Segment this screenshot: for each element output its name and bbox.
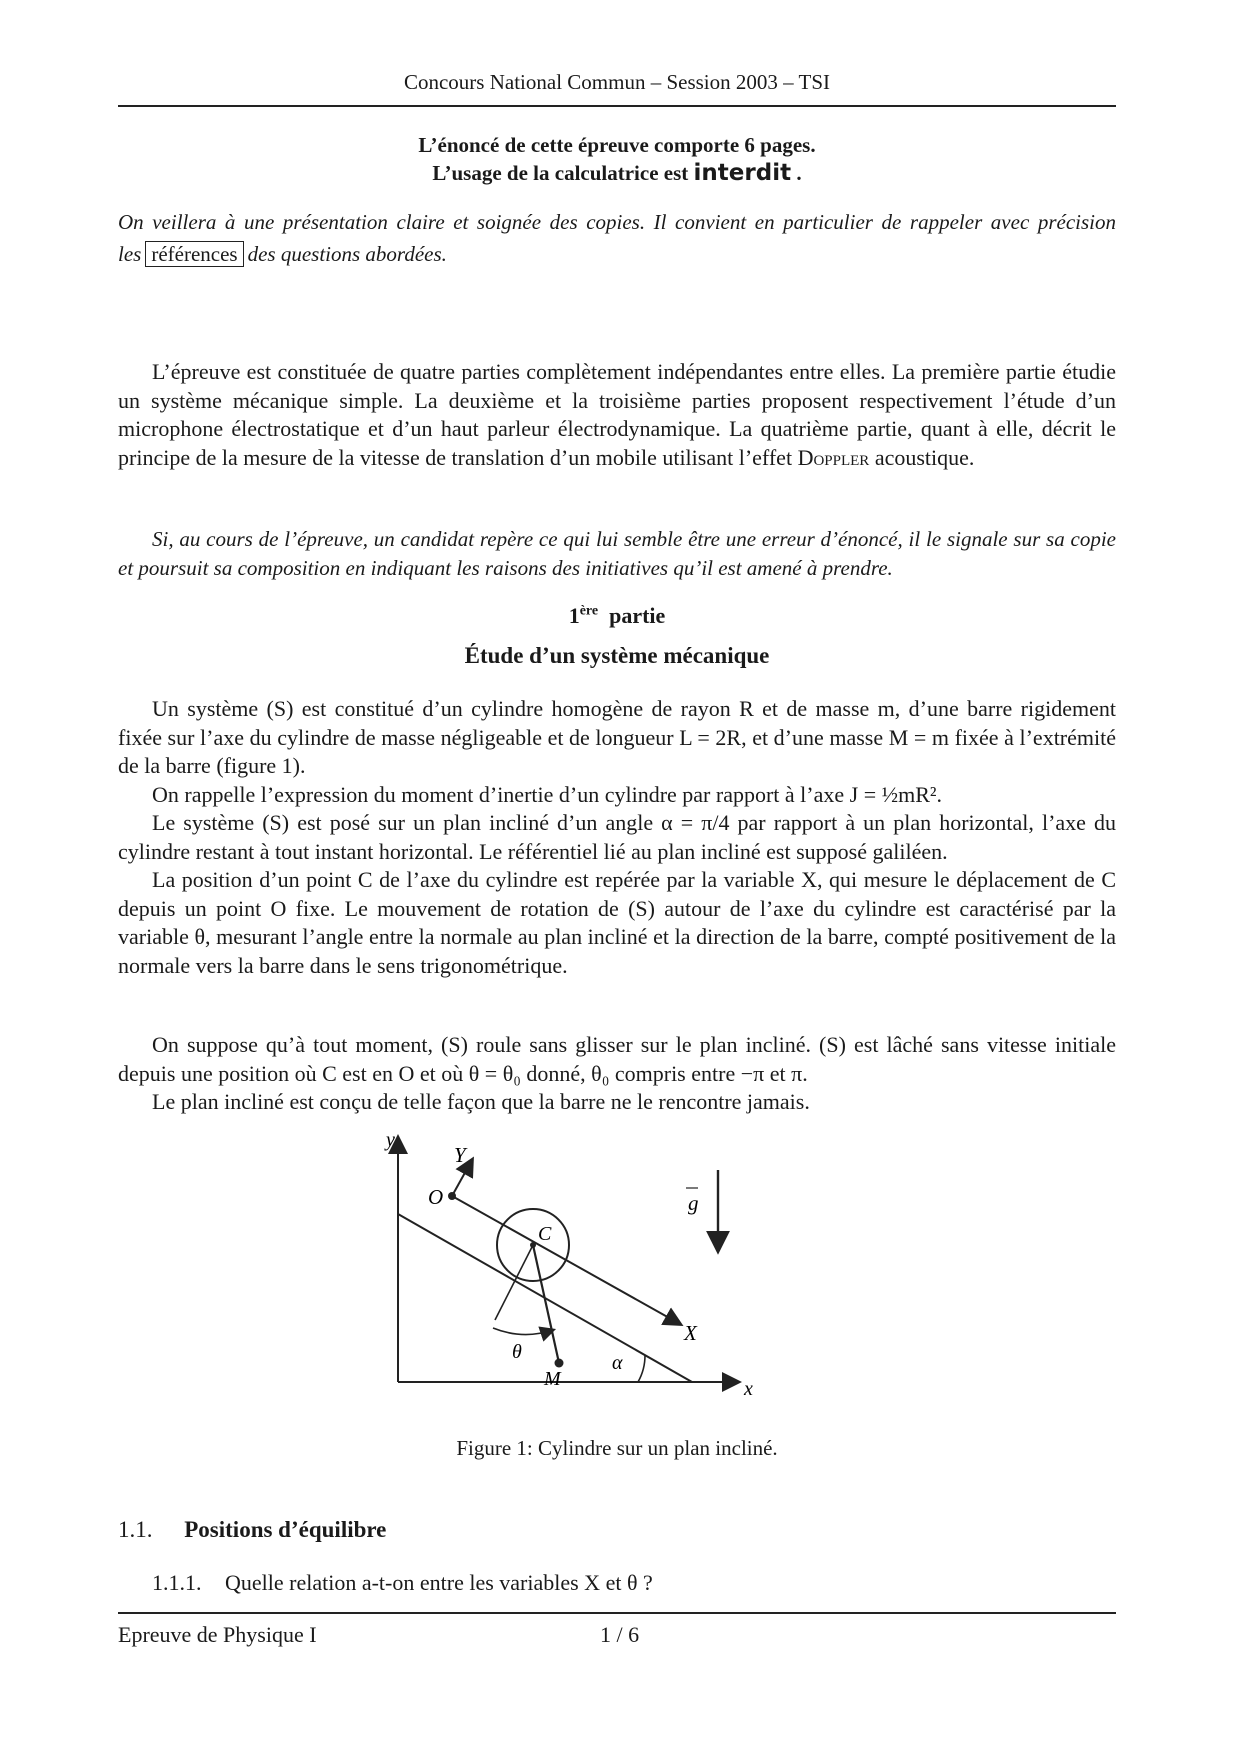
- section-number: 1.1.: [118, 1517, 153, 1542]
- statement-variables: La position d’un point C de l’axe du cylindre est repérée par la variable X, qui mesure le déplacement de C depuis un point O fixe. Le mouvement de rotation de (S) autour de l’axe du cylindre est caractérisé par la variable θ, mesurant l’angle entre la normale au plan incliné et la direction de la barre, compté positivement de la normale vers la barre dans le sens trigonométrique.: [118, 867, 1116, 978]
- part-title: Étude d’un système mécanique: [464, 643, 770, 668]
- label-theta: θ: [512, 1341, 522, 1363]
- section-heading: [118, 1517, 386, 1543]
- presentation-note-before: On veillera à une présentation claire et soignée des copies. Il convient en particulier de rappeler avec précision les: [118, 210, 1116, 266]
- label-X: X: [684, 1321, 697, 1345]
- part-number: [118, 603, 1116, 629]
- notice-pages: L’énoncé de cette épreuve comporte 6 pages.: [418, 133, 816, 157]
- notice-calculator-suffix: .: [796, 161, 802, 185]
- presentation-note-after: des questions abordées.: [247, 242, 447, 266]
- notice-calculator: [118, 159, 1116, 187]
- question-1-1-1: [152, 1570, 653, 1596]
- presentation-note: [118, 206, 1116, 270]
- exam-notice: [118, 131, 1116, 187]
- label-g: g: [688, 1191, 699, 1215]
- page-footer: [118, 1612, 1116, 1647]
- part-label: partie: [609, 603, 666, 628]
- page-header: Concours National Commun – Session 2003 – TSI: [118, 70, 1116, 107]
- section-title: Positions d’équilibre: [184, 1517, 387, 1542]
- error-note: Si, au cours de l’épreuve, un candidat repère ce qui lui semble être une erreur d’énoncé, il le signale sur sa copie et poursuit sa composition en indiquant les raisons des initiatives qu’il est amené à prendre.: [118, 527, 1116, 580]
- label-M: M: [544, 1368, 561, 1390]
- footer-exam-name: Epreuve de Physique I: [118, 1622, 317, 1647]
- statement-inertia: On rappelle l’expression du moment d’inertie d’un cylindre par rapport à l’axe J = ½mR².: [152, 781, 942, 807]
- label-Y: Y: [454, 1143, 466, 1167]
- statement-rolling: On suppose qu’à tout moment, (S) roule sans glisser sur le plan incliné. (S) est lâché sans vitesse initiale depuis une position où C est en O et où θ = θ₀ donné, θ₀ compris entre −π et π.: [118, 1032, 1116, 1086]
- rolling-statement: [118, 1031, 1116, 1117]
- alpha-arc: [638, 1355, 645, 1382]
- footer-page-number: 1 / 6: [600, 1622, 640, 1647]
- notice-calculator-prefix: L’usage de la calculatrice est: [432, 161, 689, 185]
- statement-incline: Le système (S) est posé sur un plan incliné d’un angle α = π/4 par rapport à un plan horizontal, l’axe du cylindre restant à tout instant horizontal. Le référentiel lié au plan incliné est supposé galiléen.: [118, 810, 1116, 864]
- label-alpha: α: [612, 1352, 623, 1374]
- part-num: 1: [568, 603, 580, 628]
- normal-line: [495, 1245, 533, 1320]
- doppler-name: Doppler: [797, 444, 870, 470]
- mass-M: [555, 1359, 564, 1368]
- label-y: y: [386, 1129, 395, 1151]
- question-number: 1.1.1.: [152, 1570, 202, 1595]
- point-O: [448, 1192, 456, 1200]
- figure-caption: Figure 1: Cylindre sur un plan incliné.: [456, 1436, 778, 1460]
- part-sup: ère: [579, 603, 599, 619]
- label-C: C: [538, 1223, 552, 1245]
- references-box: références: [145, 241, 243, 267]
- question-text: Quelle relation a-t-on entre les variables X et θ ?: [225, 1570, 653, 1595]
- theta-arc: [493, 1328, 553, 1335]
- intro-text: L’épreuve est constituée de quatre parties complètement indépendantes entre elles. La première partie étudie un système mécanique simple. La deuxième et la troisième parties proposent respectivement l’étude d’un microphone électrostatique et d’un haut parleur électrodynamique. La quatrième partie, quant à elle, décrit le principe de la mesure de la vitesse de translation d’un mobile utilisant l’effet: [118, 359, 1116, 470]
- statement-system: Un système (S) est constitué d’un cylindre homogène de rayon R et de masse m, d’une barre rigidement fixée sur l’axe du cylindre de masse négligeable et de longueur L = 2R, et d’une masse M = m fixée à l’extrémité de la barre (figure 1).: [118, 696, 1116, 778]
- label-x: x: [744, 1378, 753, 1400]
- statement-bar: Le plan incliné est conçu de telle façon que la barre ne le rencontre jamais.: [152, 1089, 810, 1114]
- problem-statement: [118, 695, 1116, 980]
- label-O: O: [428, 1185, 444, 1209]
- incline-figure: [386, 1129, 938, 1400]
- intro-end: acoustique.: [874, 444, 975, 470]
- intro-paragraph: [118, 358, 1116, 472]
- notice-calculator-emph: interdit: [693, 160, 792, 186]
